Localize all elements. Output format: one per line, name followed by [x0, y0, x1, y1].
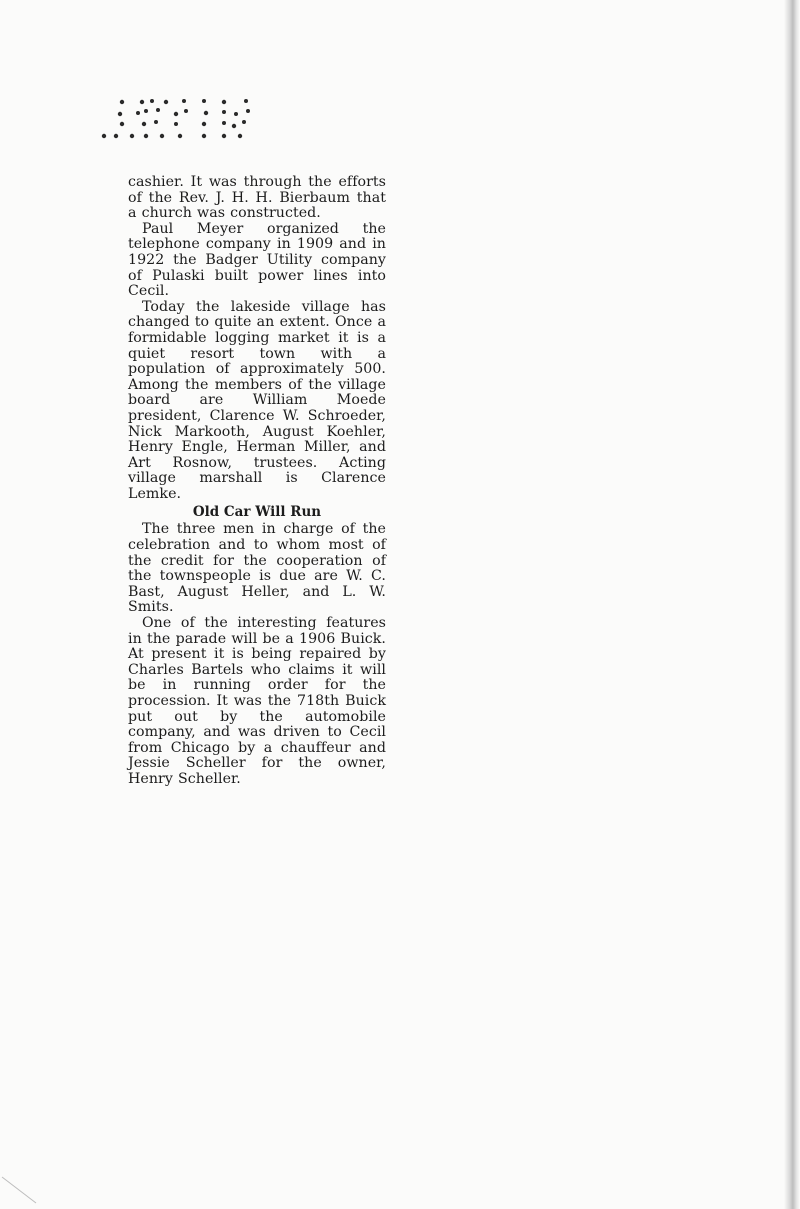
- article-paragraph: cashier. It was through the efforts of the Rev. J. H. H. Bierbaum that a church was constructed.: [128, 174, 386, 222]
- article-subheading: Old Car Will Run: [192, 504, 322, 521]
- page-edge-shadow: [784, 0, 800, 1209]
- article-paragraph: Today the lakeside village has changed to quite an extent. Once a formidable logging market it is a quiet resort town with a population of approximately 500. Among the members of the village board are William Moede president, Clarence W. Schroeder, Nick Markooth, August Koehler, Henry Engle, Herman Miller, and Art Rosnow, trustees. Acting village marshall is Clarence Lemke.: [128, 298, 386, 502]
- article-paragraph: Paul Meyer organized the telephone company in 1909 and in 1922 the Badger Utility company of Pulaski built power lines into Cecil.: [128, 220, 386, 300]
- perforated-stamp-mark: [100, 96, 260, 146]
- article-paragraph: One of the interesting features in the parade will be a 1906 Buick. At present it is being repaired by Charles Bartels who claims it will be in running order for the procession. It was the 718th Buick put out by the automobile company, and was driven to Cecil from Chicago by a chauffeur and Jessie Scheller for the owner, Henry Scheller.: [128, 615, 386, 787]
- page-corner-fold: [0, 1175, 40, 1209]
- article-column: [128, 175, 386, 788]
- article-paragraph: The three men in charge of the celebration and to whom most of the credit for the cooperation of the townspeople is due are W. C. Bast, August Heller, and L. W. Smits.: [128, 521, 386, 616]
